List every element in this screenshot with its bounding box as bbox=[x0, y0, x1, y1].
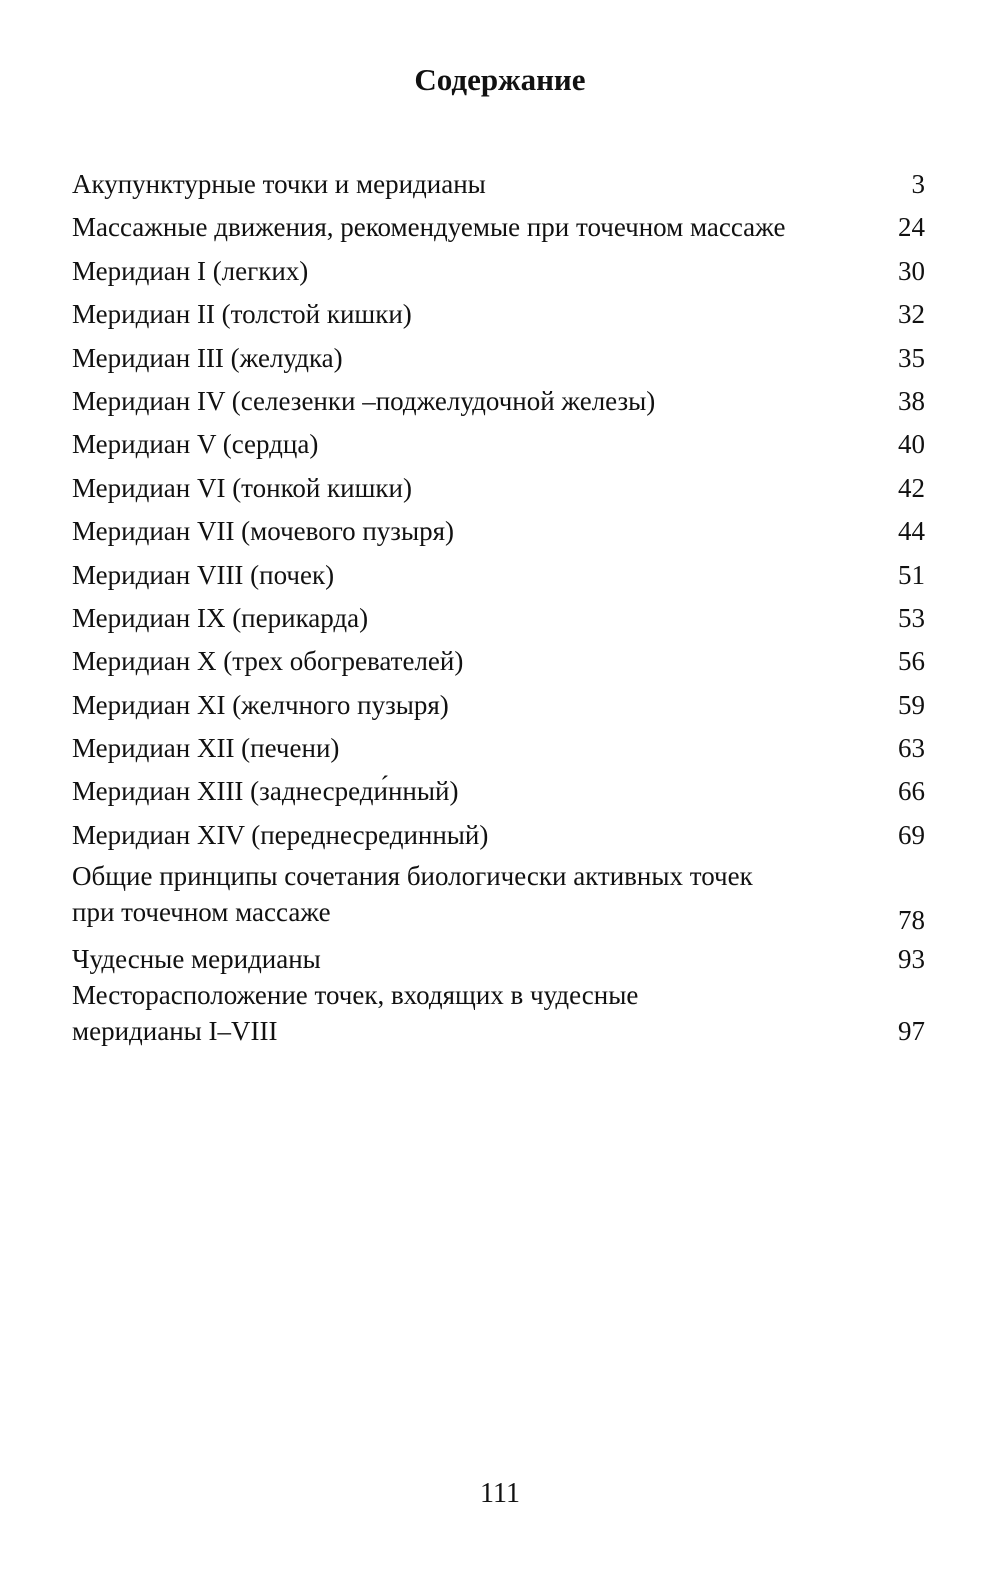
toc-entry-title-line: Месторасположение точек, входящих в чудесные bbox=[72, 979, 639, 1010]
toc-entry-page: 35 bbox=[898, 342, 925, 373]
toc-entry-page: 42 bbox=[898, 472, 925, 503]
toc-entry bbox=[72, 858, 925, 938]
toc-entry bbox=[72, 600, 925, 643]
toc-entry-page: 38 bbox=[898, 385, 925, 416]
toc-entry bbox=[72, 687, 925, 730]
toc-entry-page: 30 bbox=[898, 255, 925, 286]
toc-entry-page: 66 bbox=[898, 776, 925, 807]
toc-entry bbox=[72, 557, 925, 600]
toc-entry-title bbox=[72, 977, 925, 1049]
toc-entry bbox=[72, 340, 925, 383]
toc-entry-title-line: при точечном массаже bbox=[72, 897, 331, 928]
toc-entry-title: Меридиан VIII (почек) bbox=[72, 559, 335, 590]
toc-entry-page: 63 bbox=[898, 733, 925, 764]
toc-entry-page: 97 bbox=[898, 1015, 925, 1046]
toc-entry bbox=[72, 730, 925, 773]
toc-entry-title: Меридиан XI (желчного пузыря) bbox=[72, 689, 449, 720]
toc-entry-title: Меридиан XII (печени) bbox=[72, 733, 340, 764]
toc-entry bbox=[72, 513, 925, 556]
toc-entry bbox=[72, 426, 925, 469]
toc-entry-title: Меридиан VI (тонкой кишки) bbox=[72, 472, 412, 503]
toc-entry-title: Меридиан XIII (заднесреди́нный) bbox=[72, 776, 459, 807]
toc-entry-page: 24 bbox=[898, 212, 925, 243]
toc-entry-title: Меридиан VII (мочевого пузыря) bbox=[72, 516, 455, 547]
toc-entry-title: Меридиан XIV (переднесрединный) bbox=[72, 819, 489, 850]
toc-entry-page: 40 bbox=[898, 429, 925, 460]
toc-entry-page: 51 bbox=[898, 559, 925, 590]
toc-entry-page: 78 bbox=[898, 905, 925, 936]
toc-entry-title-line: Общие принципы сочетания биологически активных точек bbox=[72, 861, 753, 892]
toc-entry-page: 53 bbox=[898, 602, 925, 633]
toc-entry bbox=[72, 977, 925, 1049]
contents-title: Содержание bbox=[414, 62, 586, 97]
toc-entry-title: Массажные движения, рекомендуемые при точечном массаже bbox=[72, 212, 786, 243]
toc-entry bbox=[72, 383, 925, 426]
toc-entry-page: 93 bbox=[898, 944, 925, 975]
toc-entry-title-line: меридианы I–VIII bbox=[72, 1015, 278, 1046]
toc-entry-page: 3 bbox=[911, 169, 925, 199]
toc-entry-page: 59 bbox=[898, 689, 925, 720]
toc-entry-title: Меридиан III (желудка) bbox=[72, 342, 343, 373]
toc-entry-title: Меридиан IV (селезенки –поджелудочной железы) bbox=[72, 385, 656, 416]
toc-entry-title: Меридиан X (трех обогревателей) bbox=[72, 646, 464, 677]
toc-entry-title: Акупунктурные точки и меридианы bbox=[72, 169, 486, 199]
toc-entry-page: 69 bbox=[898, 819, 925, 850]
toc-entry-title bbox=[72, 858, 925, 930]
toc-entry-title: Меридиан II (толстой кишки) bbox=[72, 299, 412, 330]
toc-entry bbox=[72, 643, 925, 686]
toc-entry bbox=[72, 773, 925, 816]
toc-entry-title: Чудесные меридианы bbox=[72, 944, 321, 975]
toc-entry bbox=[72, 166, 925, 209]
page-number: 111 bbox=[480, 1478, 520, 1509]
toc-entry bbox=[72, 470, 925, 513]
table-of-contents bbox=[72, 166, 925, 1049]
toc-entry bbox=[72, 253, 925, 296]
toc-entry-page: 44 bbox=[898, 516, 925, 547]
toc-entry bbox=[72, 209, 925, 252]
toc-entry bbox=[72, 296, 925, 339]
toc-entry-title: Меридиан IX (перикарда) bbox=[72, 602, 369, 633]
toc-entry-title: Меридиан I (легких) bbox=[72, 255, 309, 286]
toc-entry bbox=[72, 817, 925, 860]
toc-entry-page: 32 bbox=[898, 299, 925, 330]
toc-entry-page: 56 bbox=[898, 646, 925, 677]
toc-entry-title: Меридиан V (сердца) bbox=[72, 429, 319, 460]
